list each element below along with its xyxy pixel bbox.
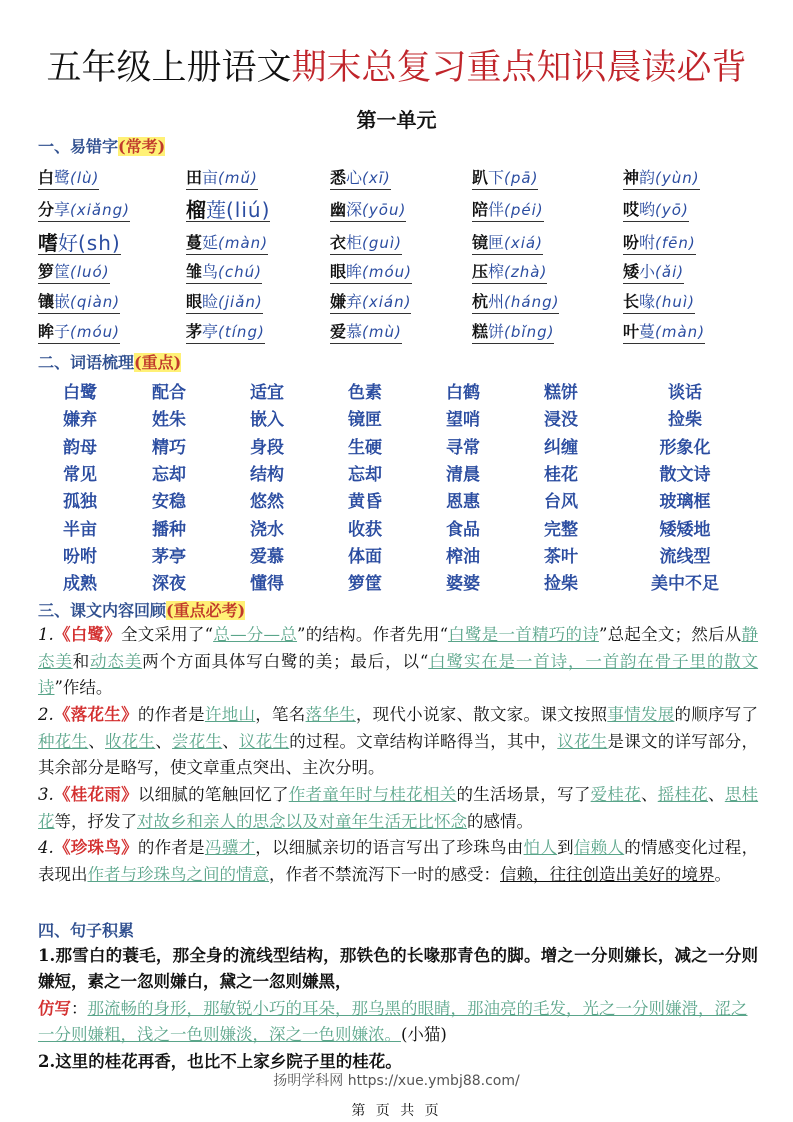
- char-item: [186, 233, 268, 255]
- char-item: [186, 262, 262, 284]
- section-tag: (常考): [118, 137, 166, 156]
- char-target: 子: [54, 322, 71, 341]
- char-target: 筐: [54, 262, 71, 281]
- text: 。: [714, 864, 731, 884]
- char-item: [330, 200, 406, 222]
- vocab-row: [40, 377, 760, 404]
- pinyin: (xián): [362, 293, 412, 311]
- pinyin: (qiàn): [70, 293, 121, 311]
- vocab-word: 精巧: [152, 437, 186, 458]
- char-item: [186, 322, 265, 344]
- sentence-1: 1.那雪白的蓑毛，那全身的流线型结构，那铁色的长喙那青色的脚。增之一分则嫌长，减之一分则嫌短，素之一忽则嫌白，黛之一忽则嫌黑，: [38, 946, 758, 991]
- char-item: [623, 262, 684, 284]
- char-target: 饼: [488, 322, 505, 341]
- imitation-text: 那流畅的身形，那敏锐小巧的耳朵，那乌黑的眼睛，那油亮的毛发，光之一分则嫌滑，涩之一分则嫌粗，浅之一色则嫌淡，深之一色则嫌浓。: [38, 999, 748, 1044]
- vocab-word: 寻常: [446, 437, 480, 458]
- item-number: 1.: [38, 625, 54, 644]
- vocab-word: 恩惠: [446, 492, 480, 513]
- vocab-word: 完整: [544, 519, 578, 540]
- key-point: 总—分—总: [213, 625, 298, 644]
- char-item: [38, 233, 121, 255]
- text: 的情感变化过程，表现出: [38, 838, 759, 884]
- vocab-word: 糕饼: [544, 383, 578, 404]
- pinyin: (xiá): [504, 234, 543, 252]
- vocab-word: 配合: [152, 383, 186, 404]
- text: ，现代小说家、散文家。课文按照: [355, 705, 608, 724]
- imitation-label: 仿写: [38, 999, 71, 1018]
- vocab-word: 懂得: [250, 574, 284, 595]
- char-target: 鸟: [202, 262, 219, 281]
- pinyin: (tíng): [218, 323, 265, 341]
- char-item: [330, 322, 402, 344]
- char-context: 幽: [330, 200, 347, 219]
- title-red: 期末总复习重点知识晨读必背: [291, 48, 747, 88]
- pinyin: (màn): [655, 323, 706, 341]
- char-target: 心: [346, 168, 363, 187]
- char-item: [623, 233, 696, 255]
- vocab-word: 流线型: [659, 546, 711, 567]
- section-label: 二、词语梳理: [38, 353, 135, 372]
- char-context: 雏: [186, 262, 203, 281]
- text: 的感情。: [467, 811, 533, 831]
- unit-heading: 第一单元: [356, 108, 437, 132]
- char-context: 趴: [472, 168, 489, 187]
- section-label: 三、课文内容回顾: [38, 601, 167, 620]
- vocab-word: 捡柴: [668, 410, 702, 431]
- vocab-row: [40, 568, 760, 595]
- vocab-word: 茅亭: [152, 546, 186, 567]
- key-point: 作者与珍珠鸟之间的情意: [87, 864, 269, 884]
- char-context: 箩: [38, 262, 55, 281]
- vocab-word: 榨油: [446, 546, 480, 567]
- char-item: [330, 233, 402, 255]
- char-target: 柜: [346, 233, 363, 252]
- section-4-heading: [38, 918, 134, 941]
- char-target: 韵: [639, 168, 656, 187]
- pinyin: (móu): [70, 323, 121, 341]
- char-context: 压: [472, 262, 489, 281]
- vocab-word: 半亩: [63, 519, 97, 540]
- char-context: 茅: [186, 322, 203, 341]
- vocab-row: [40, 541, 760, 568]
- char-item: [38, 292, 120, 314]
- book-title: 《落花生》: [53, 705, 138, 724]
- vocab-word: 茶叶: [544, 546, 578, 567]
- char-target: 蔓: [639, 322, 656, 341]
- imitation-writing: [38, 996, 758, 1048]
- vocab-word: 镜匣: [348, 410, 382, 431]
- pinyin: (bǐng): [504, 323, 555, 341]
- text: 的作者是: [137, 705, 205, 724]
- vocab-word: 纠缠: [544, 437, 578, 458]
- char-target: 下: [488, 168, 505, 187]
- char-item: [38, 168, 99, 190]
- section-tag: (重点必考): [166, 601, 246, 620]
- char-context: 田: [186, 168, 203, 187]
- pinyin: (jiǎn): [218, 293, 263, 311]
- vocab-word: 玻璃框: [659, 492, 711, 513]
- char-item: [472, 292, 559, 314]
- section-3-heading: [38, 598, 245, 621]
- char-context: 杭: [472, 292, 489, 311]
- text: ：: [71, 999, 88, 1018]
- vocab-word: 食品: [446, 519, 480, 540]
- vocab-word: 嫌弃: [63, 410, 97, 431]
- pinyin: (mǔ): [218, 169, 258, 187]
- title-black: 五年级上册语文: [46, 48, 292, 88]
- char-item: [330, 292, 411, 314]
- key-point: 冯骥才: [204, 838, 256, 857]
- char-context: 嗜: [38, 231, 58, 255]
- text: ”的结构。作者先用“: [297, 625, 449, 644]
- pinyin: (pā): [504, 169, 539, 187]
- vocab-word: 常见: [63, 465, 97, 486]
- review-paragraph-1: [38, 622, 758, 702]
- key-point: 动态美: [90, 651, 143, 671]
- imitation-note: (小猫): [401, 1025, 447, 1044]
- text: 、: [88, 731, 105, 751]
- vocab-word: 台风: [544, 492, 578, 513]
- page-footer: 第 页 共 页: [351, 1103, 442, 1119]
- text: 的作者是: [137, 838, 205, 857]
- char-context: 白: [38, 168, 55, 187]
- vocab-word: 浸没: [544, 410, 578, 431]
- char-target: 榨: [488, 262, 505, 281]
- vocab-word: 体面: [348, 546, 382, 567]
- vocab-word: 黄昏: [348, 492, 382, 513]
- vocab-word: 结构: [250, 465, 284, 486]
- char-target: 享: [54, 200, 71, 219]
- char-target: 匣: [488, 233, 505, 252]
- section-2-heading: [38, 350, 181, 373]
- vocab-word: 播种: [152, 519, 186, 540]
- char-target: 弃: [346, 292, 363, 311]
- vocab-word: 清晨: [446, 465, 480, 486]
- key-point: 白鹭是一首精巧的诗: [448, 625, 599, 644]
- review-paragraph-4: [38, 835, 758, 888]
- char-context: 悉: [330, 168, 347, 187]
- pinyin: (yùn): [655, 169, 700, 187]
- vocab-word: 孤独: [63, 492, 97, 513]
- review-paragraph-3: [38, 782, 758, 835]
- vocab-row: [40, 486, 760, 513]
- char-target: 亩: [202, 168, 219, 187]
- vocab-word: 白鹭: [63, 383, 97, 404]
- char-target: 喙: [639, 292, 656, 311]
- pinyin: (ǎi): [655, 263, 685, 281]
- pinyin: (xiǎng): [70, 201, 130, 219]
- sentence-2: 2.这里的桂花再香，也比不上家乡院子里的桂花。: [38, 1052, 402, 1071]
- text: 以细腻的笔触回忆了: [137, 785, 289, 804]
- char-context: 衣: [330, 233, 347, 252]
- key-point: 对故乡和亲人的思念以及对童年生活无比怀念: [137, 811, 467, 831]
- text: 和: [72, 651, 91, 671]
- char-item: [472, 233, 543, 255]
- vocab-word: 深夜: [152, 574, 186, 595]
- vocab-row: [40, 513, 760, 540]
- book-title: 《白鹭》: [53, 625, 121, 644]
- vocab-word: 成熟: [63, 574, 97, 595]
- vocab-word: 吩咐: [63, 546, 97, 567]
- vocab-word: 爱慕: [250, 546, 284, 567]
- char-context: 蔓: [186, 233, 203, 252]
- char-context: 分: [38, 200, 55, 219]
- char-item: [186, 292, 263, 314]
- key-point: 静态美: [38, 625, 759, 671]
- text: ，笔名: [255, 705, 306, 724]
- text: ，以细腻亲切的语言写出了珍珠鸟由: [255, 838, 524, 857]
- pinyin: (xī): [362, 169, 391, 187]
- vocab-word: 悠然: [250, 492, 284, 513]
- review-paragraph-2: [38, 702, 758, 782]
- char-item: [38, 262, 110, 284]
- char-context: 眸: [38, 322, 55, 341]
- key-point: 爱桂花: [590, 785, 641, 804]
- char-target: 嵌: [54, 292, 71, 311]
- text: 、: [222, 731, 239, 751]
- char-item: [330, 262, 412, 284]
- char-item: [186, 168, 258, 190]
- vocab-word: 桂花: [544, 465, 578, 486]
- text: 、: [155, 731, 172, 751]
- char-context: 陪: [472, 200, 489, 219]
- key-point: 尝花生: [172, 731, 223, 751]
- vocab-row: [40, 432, 760, 459]
- item-number: 2.: [38, 705, 54, 724]
- vocab-word: 嵌入: [250, 410, 284, 431]
- char-context: 神: [623, 168, 640, 187]
- char-context: 矮: [623, 262, 640, 281]
- text: 的过程。文章结构详略得当，其中，: [289, 731, 558, 751]
- pinyin: (guì): [362, 234, 402, 252]
- vocab-word: 望哨: [446, 410, 480, 431]
- char-item: [330, 168, 391, 190]
- pinyin: (móu): [362, 263, 413, 281]
- book-title: 《珍珠鸟》: [53, 838, 138, 857]
- key-point: 落华生: [305, 705, 356, 724]
- char-target: 伴: [488, 200, 505, 219]
- vocab-word: 白鹤: [446, 383, 480, 404]
- char-target: 好: [58, 231, 78, 255]
- text: 的顺序写了: [674, 705, 759, 724]
- char-item: [38, 322, 120, 344]
- char-context: 吩: [623, 233, 640, 252]
- char-context: 长: [623, 292, 640, 311]
- vocab-word: 箩筐: [348, 574, 382, 595]
- text: ，作者不禁流泻下一时的感受：: [269, 864, 500, 884]
- vocab-word: 姓朱: [152, 410, 186, 431]
- vocab-word: 生硬: [348, 437, 382, 458]
- item-number: 4.: [38, 838, 54, 857]
- key-point: 摇桂花: [657, 785, 709, 804]
- vocab-row: [40, 459, 760, 486]
- vocab-word: 美中不足: [651, 574, 719, 595]
- vocab-word: 适宜: [250, 383, 284, 404]
- key-point: 白鹭实在是一首诗，一首韵在骨子里的散文诗: [38, 651, 759, 697]
- pinyin: (mù): [362, 323, 402, 341]
- text: ”总起全文；然后从: [598, 625, 742, 644]
- char-item: [623, 168, 700, 190]
- char-context: 镶: [38, 292, 55, 311]
- char-context: 哎: [623, 200, 640, 219]
- char-target: 慕: [346, 322, 363, 341]
- pinyin: (yō): [655, 201, 689, 219]
- char-item: [472, 322, 554, 344]
- char-target: 鹭: [54, 168, 71, 187]
- page-title: [0, 40, 793, 90]
- key-point: 信赖人: [573, 838, 625, 857]
- char-target: 亭: [202, 322, 219, 341]
- key-point: 许地山: [204, 705, 256, 724]
- pinyin: (yōu): [362, 201, 407, 219]
- char-target: 深: [346, 200, 363, 219]
- vocab-word: 忘却: [348, 465, 382, 486]
- char-item: [38, 200, 130, 222]
- text: 全文采用了“: [120, 625, 214, 644]
- pinyin: (péi): [504, 201, 544, 219]
- text: 两个方面具体写白鹭的美；最后，以“: [142, 651, 429, 671]
- pinyin: (zhà): [504, 263, 548, 281]
- vocab-word: 矮矮地: [659, 519, 711, 540]
- char-target: 延: [202, 233, 219, 252]
- key-point: 思桂花: [38, 785, 759, 831]
- watermark: 扬明学科网 https://xue.ymbj88.com/: [273, 1073, 520, 1089]
- pinyin: (huì): [655, 293, 695, 311]
- vocab-word: 色素: [348, 383, 382, 404]
- char-context: 爱: [330, 322, 347, 341]
- vocab-word: 谈话: [668, 383, 702, 404]
- vocab-word: 韵母: [63, 437, 97, 458]
- section-1-heading: [38, 134, 165, 157]
- char-context: 榴: [186, 198, 206, 222]
- text: ”作结。: [54, 678, 113, 697]
- char-item: [623, 292, 695, 314]
- char-item: [186, 200, 270, 222]
- vocab-word: 收获: [348, 519, 382, 540]
- vocab-word: 散文诗: [659, 465, 711, 486]
- vocab-word: 捡柴: [544, 574, 578, 595]
- pinyin: (luó): [70, 263, 110, 281]
- text: 是课文的详写部分，其余部分是略写，使文章重点突出、主次分明。: [38, 731, 758, 777]
- pinyin: (háng): [504, 293, 560, 311]
- key-point: 议花生: [239, 731, 290, 751]
- char-context: 镜: [472, 233, 489, 252]
- vocab-row: [40, 404, 760, 431]
- char-item: [472, 262, 547, 284]
- vocab-word: 浇水: [250, 519, 284, 540]
- char-item: [623, 322, 705, 344]
- key-point: 怕人: [523, 838, 558, 857]
- item-number: 3.: [38, 785, 54, 804]
- vocab-word: 婆婆: [446, 574, 480, 595]
- char-item: [472, 200, 544, 222]
- vocab-word: 忘却: [152, 465, 186, 486]
- section-label: 四、句子积累: [38, 921, 135, 940]
- char-context: 嫌: [330, 292, 347, 311]
- vocab-word: 安稳: [152, 492, 186, 513]
- char-context: 眼: [330, 262, 347, 281]
- key-point: 议花生: [557, 731, 608, 751]
- pinyin: (chú): [218, 263, 262, 281]
- vocabulary-grid: [40, 377, 760, 595]
- char-target: 莲: [206, 198, 226, 222]
- char-target: 睑: [202, 292, 219, 311]
- char-target: 州: [488, 292, 505, 311]
- pinyin: (fēn): [655, 234, 696, 252]
- pinyin: (lù): [70, 169, 100, 187]
- vocab-word: 形象化: [659, 437, 711, 458]
- key-point: 收花生: [105, 731, 156, 751]
- char-target: 小: [639, 262, 656, 281]
- char-item: [472, 168, 538, 190]
- text: 等，抒发了: [54, 811, 137, 831]
- book-title: 《桂花雨》: [53, 785, 138, 804]
- section-tag: (重点): [134, 353, 182, 372]
- char-context: 糕: [472, 322, 489, 341]
- char-target: 咐: [639, 233, 656, 252]
- char-target: 眸: [346, 262, 363, 281]
- char-target: 哟: [639, 200, 656, 219]
- pinyin: (liú): [226, 198, 271, 222]
- key-point: 种花生: [38, 731, 89, 751]
- pinyin: (sh): [78, 231, 121, 255]
- text: 到: [557, 838, 574, 857]
- key-quote: 信赖，往往创造出美好的境界: [500, 864, 715, 884]
- text: 的生活场景，写了: [456, 785, 591, 804]
- char-item: [623, 200, 689, 222]
- pinyin: (màn): [218, 234, 269, 252]
- text: 、: [708, 785, 725, 804]
- key-point: 作者童年时与桂花相关: [288, 785, 457, 804]
- text: 、: [640, 785, 658, 804]
- section-label: 一、易错字: [38, 137, 119, 156]
- char-context: 叶: [623, 322, 640, 341]
- vocab-word: 身段: [250, 437, 284, 458]
- char-context: 眼: [186, 292, 203, 311]
- key-point: 事情发展: [607, 705, 675, 724]
